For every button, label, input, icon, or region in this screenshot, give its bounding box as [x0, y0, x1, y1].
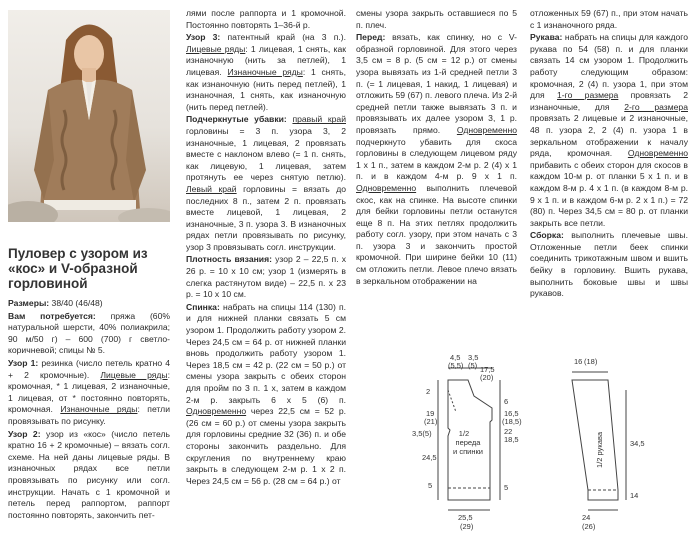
sizes-paragraph: Размеры: 38/40 (46/48) — [8, 298, 103, 308]
sleeves-paragraph: Рукава: набрать на спицы для каждого рукава по 54 (58) п. и для планки связать 14 см узором 1. Продолжить работу следующим образом: кромочная, 2 (4) п. узора 1, при этом для 1-го размера провязать 2 изнаночные, для 2-го размера провязать 2 лицевые и 2 изнаночные, 48 п. узора 2, 2 (4) п. узора 1 в зеркальном отображении к началу ряда, кромочная. Одновременно прибавить с обеих сторон для скосов в каждом 10-м р. от планки 5 х 1 п. и в каждом 8-м р. 4 х 1 п. (в каждом 8-м р. 9 х 1 п. и в каждом 6-м р. 2 х 1 п.) = 72 (80) п. Через 34,5 см = 80 р. от планки закрыть все петли. — [530, 32, 688, 228]
dim-top-20: (20) — [480, 373, 494, 382]
dim-right-6: 6 — [504, 397, 509, 406]
column-1 — [8, 298, 170, 522]
materials-paragraph: Вам потребуется: пряжа (60% натуральной шерсти, 40% полиакрила; 90 м/50 г) – 600 (700) г светло-коричневой; спицы № 5. — [8, 310, 171, 356]
front-label-3: и спинки — [453, 447, 483, 456]
pattern-2-paragraph: Узор 2: узор из «кос» (число петель кратно 16 + 2 кромочные) – вязать согл. схеме. На ней даны лицевые ряды. В изнаночных рядах все петли провязывать по рисунку или согл. инструкции. Начать с 1 кромочной и петель перед раппортом, раппорт постоянно повторять, закончить пет- — [8, 428, 170, 520]
sleeve-label: 1/2 рукава — [595, 431, 604, 468]
dim-sleeve-345: 34,5 — [630, 439, 645, 448]
pattern-schematic — [412, 350, 692, 535]
dim-sleeve-14: 14 — [630, 491, 639, 500]
dim-right-5: 5 — [504, 483, 509, 492]
decreases-paragraph: Подчеркнутые убавки: правый край горловины = 3 п. узора 3, 2 изнаночные, 1 лицевая, 2 провязать вместе с наклоном влево (= 1 п. снять, как лицевую, 1 лицевая, затем протянуть ее через снятую петлю). Левый край горловины = вязать до последних 8 п., затем 2 п. провязать вместе лицевой, 1 лицевая, 2 изнаночные, 3 п. узора 3. В изнаночных рядах петли провязывать по рисунку, узор 3 провязывать согл. инструкции. — [186, 114, 347, 252]
sweater-photo — [8, 10, 170, 222]
dim-left-21: (21) — [424, 417, 438, 426]
back-paragraph: Спинка: набрать на спицы 114 (130) п. и для нижней планки связать 5 см узором 1. Продолжить работу узором 2. Через 24,5 см = 64 р. от нижней планки вновь продолжить работу узором 1. Через 18,5 см = 42 р. (22 см = 50 р.) от смены узора закрыть с обеих сторон для пройм по 3 п. 1 х, затем в каждом 2-м р. закрыть 6 х 5 (6) п. Одновременно через 22,5 см = 52 р. (26 см = 60 р.) от смены узора закрыть для горловины средние 32 (36) п. и обе стороны закончить раздельно. Для скругления по внутреннему краю закрыть в следующем 2-м р. 1 х 2 п. Через 24,5 см = 56 р. (28 см = 64 р.) от — [186, 301, 346, 486]
dim-right-22: 22 — [504, 427, 513, 436]
dim-sleeve-16: 16 — [574, 357, 583, 366]
front-label-1: 1/2 — [458, 429, 470, 438]
dim-left-2: 2 — [426, 387, 431, 396]
dim-right-185: (18,5) — [502, 417, 522, 426]
dim-top-35: 3,5 — [468, 353, 479, 362]
col4-intro: отложенных 59 (67) п., при этом начать с 1 изнаночного ряда. — [530, 8, 688, 30]
dim-sleeve-18: (18) — [584, 357, 598, 366]
dim-top-175: 17,5 — [480, 365, 495, 374]
dim-left-5: 5 — [428, 481, 433, 490]
dim-top-5: (5) — [468, 361, 478, 370]
front-label-2: переда — [455, 438, 481, 447]
dim-top-45: 4,5 — [450, 353, 461, 362]
dim-sleeve-26: (26) — [582, 522, 596, 531]
pattern-3-paragraph: Узор 3: патентный край (на 3 п.). Лицевые ряды: 1 лицевая, 1 снять, как изнаночную (нить за петлей), 1 лицевая. Изнаночные ряды: 1 снять, как изнаночную (нить перед петлей), 1 изнаночная, 1 снять, как изнаночную (нить перед петлей). — [186, 32, 346, 112]
assembly-paragraph: Сборка: выполнить плечевые швы. Отложенные петли беек спинки соединить трикотажным швом и вшить бейку в горловину. Вшить рукава, выполнить боковые швы и швы рукавов. — [530, 230, 688, 299]
column-4 — [530, 8, 688, 301]
dim-left-19: 19 — [426, 409, 435, 418]
col2-intro: лями после раппорта и 1 кромочной. Постоянно повторять 1–36-й р. — [186, 8, 346, 30]
pattern-1-paragraph: Узор 1: резинка (число петель кратно 4 + 2 кромочные). Лицевые ряды: кромочная, * 1 лицевая, 2 изнаночные, 1 лицевая, от * постоянно повторять, кромочная. Изнаночные ряды: петли провязывать по рисунку. — [8, 357, 170, 426]
dim-top-55: (5,5) — [448, 361, 464, 370]
dim-left-245: 24,5 — [422, 453, 437, 462]
dim-left-35: 3,5(5) — [412, 429, 432, 438]
dim-right-185b: 18,5 — [504, 435, 519, 444]
col3-intro: смены узора закрыть оставшиеся по 5 п. плеч. — [356, 8, 517, 30]
model-illustration — [8, 10, 170, 222]
page-title: Пуловер с узором из «кос» и V-образной горловиной — [8, 246, 148, 291]
column-3 — [356, 8, 517, 288]
dim-right-165: 16,5 — [504, 409, 519, 418]
neckline-dashed — [448, 390, 456, 412]
dim-bottom-255: 25,5 — [458, 513, 473, 522]
dim-bottom-29: (29) — [460, 522, 474, 531]
dim-sleeve-24: 24 — [582, 513, 591, 522]
front-paragraph: Перед: вязать, как спинку, но с V-образной горловиной. Для этого через 3,5 см = 8 р. (5 см = 12 р.) от смены узора вывязать из 1-й средней петли 3 п. (= 1 лицевая, 1 накид, 1 лицевая) и отложить 59 (67) п. левого плеча. Из 2-й средней петли также вывязать 3 п. и провязывать их далее узором 3, 1 р. провязать прямо. Одновременно подчеркнуто убавить для скоса горловины в следующем лицевом ряду 1 х 1 п., затем в каждом 2-м р. 2 (4) х 1 п. и в каждом 4-м р. 9 х 1 п. Одновременно выполнить плечевой скос, как на спинке. На высоте спинки для бейки горловины петли останутся еще 8 п. На этих петлях продолжить работу согл. узору, при этом начать с 3 п. узора 3 и закончить простой кромочной. При ширине бейки 10 (11) см отложить петли. Левое плечо вязать в зеркальном отображении на — [356, 32, 517, 286]
gauge-paragraph: Плотность вязания: узор 2 – 22,5 п. х 26 р. = 10 х 10 см; узор 1 (измерять в слегка растянутом виде) – 22,5 п. х 23 р. = 10 х 10 см. — [186, 254, 346, 300]
column-2 — [186, 8, 346, 488]
